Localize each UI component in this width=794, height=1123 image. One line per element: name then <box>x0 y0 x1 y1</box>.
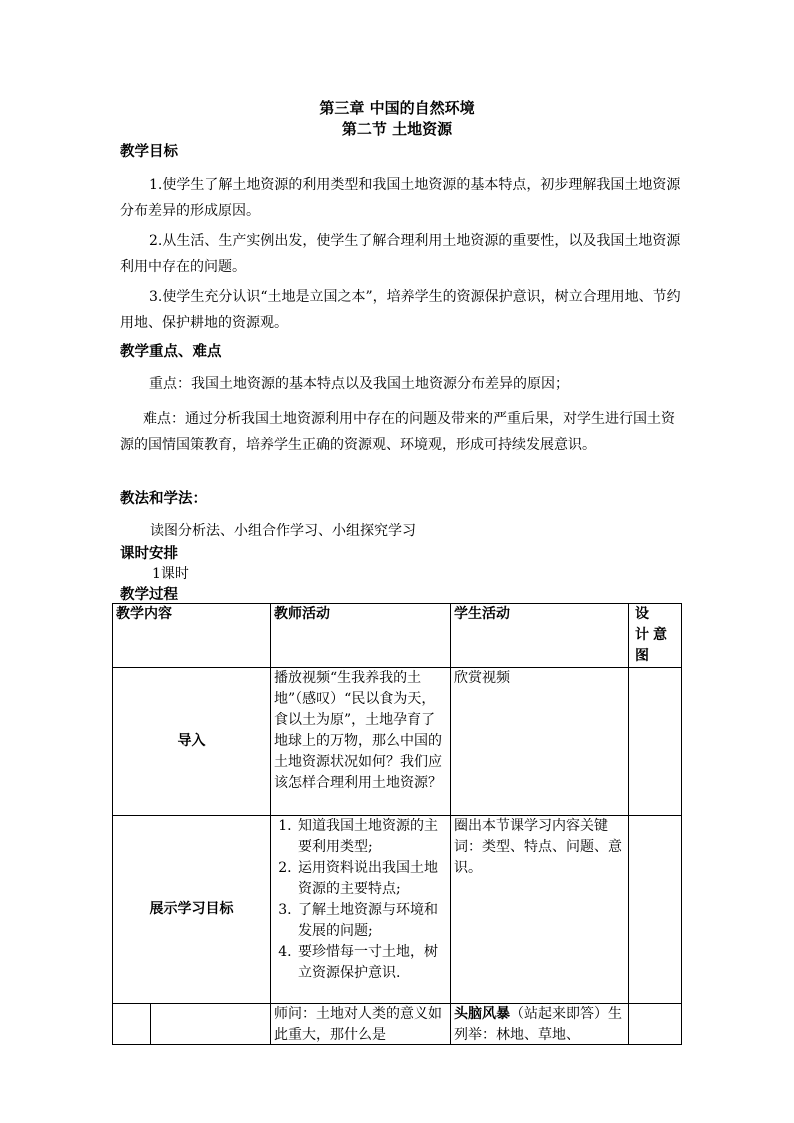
student-text-clip <box>454 1004 625 1042</box>
column-header: 教师活动 <box>271 604 451 668</box>
design-cell <box>629 816 682 1004</box>
key-point-text: 重点：我国土地资源的基本特点以及我国土地资源分布差异的原因； <box>149 376 569 392</box>
student-activity-cell: 圈出本节课学习内容关键词：类型、特点、问题、意识。 <box>451 816 629 1004</box>
table-row <box>113 816 682 1004</box>
difficult-point-text: 难点：通过分析我国土地资源利用中存在的问题及带来的严重后果，对学生进行国土资源的国情国策教育，培养学生正确的资源观、环境观，形成可持续发展意识。 <box>120 411 675 453</box>
teacher-activity-cell <box>271 1004 451 1045</box>
schedule-heading: 课时安排 <box>120 545 178 562</box>
content-cell: 展示学习目标 <box>113 816 271 1004</box>
key-points-heading: 教学重点、难点 <box>120 343 222 360</box>
process-heading: 教学过程 <box>120 586 178 603</box>
objective-item: 1.使学生了解土地资源的利用类型和我国土地资源的基本特点，初步理解我国土地资源分布差异的形成原因。 <box>120 177 681 219</box>
table-row <box>113 1004 682 1045</box>
list-item: 1. 知道我国土地资源的主要利用类型; <box>296 816 447 858</box>
methods-text: 读图分析法、小组合作学习、小组探究学习 <box>150 523 416 539</box>
student-activity-cell <box>451 1004 629 1045</box>
objective-item: 2.从生活、生产实例出发，使学生了解合理利用土地资源的重要性，以及我国土地资源利用中存在的问题。 <box>120 233 681 275</box>
column-header: 设 计意图 <box>629 604 682 668</box>
content-cell: 导入 <box>113 668 271 816</box>
student-text: （站起来即答）生列举：林地、草地、 <box>454 1006 622 1042</box>
teaching-process-table <box>112 603 682 1045</box>
column-header: 学生活动 <box>451 604 629 668</box>
student-activity-cell: 欣赏视频 <box>451 668 629 816</box>
list-item: 3. 了解土地资源与环境和发展的问题; <box>296 900 447 942</box>
objective-item: 3.使学生充分认识“土地是立国之本”，培养学生的资源保护意识，树立合理用地、节约用地、保护耕地的资源观。 <box>120 289 681 331</box>
design-cell <box>629 1004 682 1045</box>
schedule-text: 1课时 <box>152 566 189 582</box>
sub-column-divider <box>116 1004 151 1044</box>
design-cell <box>629 668 682 816</box>
content-cell <box>113 1004 271 1045</box>
table-row <box>113 668 682 816</box>
chapter-title: 第三章 中国的自然环境 <box>319 99 475 117</box>
learning-goals-list <box>274 816 447 984</box>
section-title: 第二节 土地资源 <box>341 120 453 138</box>
column-header: 教学内容 <box>113 604 271 668</box>
methods-heading: 教法和学法： <box>120 490 207 507</box>
table-header-row <box>113 604 682 668</box>
list-item: 2. 运用资料说出我国土地资源的主要特点; <box>296 858 447 900</box>
objectives-heading: 教学目标 <box>120 143 178 160</box>
list-item: 4. 要珍惜每一寸土地，树立资源保护意识. <box>296 942 447 984</box>
teacher-activity-cell: 播放视频“生我养我的土地”（感叹）“民以食为天，食以土为原”，土地孕育了地球上的万物，那么中国的土地资源状况如何？我们应该怎样合理利用土地资源？ <box>271 668 451 816</box>
brainstorm-label: 头脑风暴 <box>454 1006 510 1022</box>
teacher-activity-cell <box>271 816 451 1004</box>
teacher-text-clip: 师问：土地对人类的意义如此重大，那什么是 <box>274 1006 442 1042</box>
